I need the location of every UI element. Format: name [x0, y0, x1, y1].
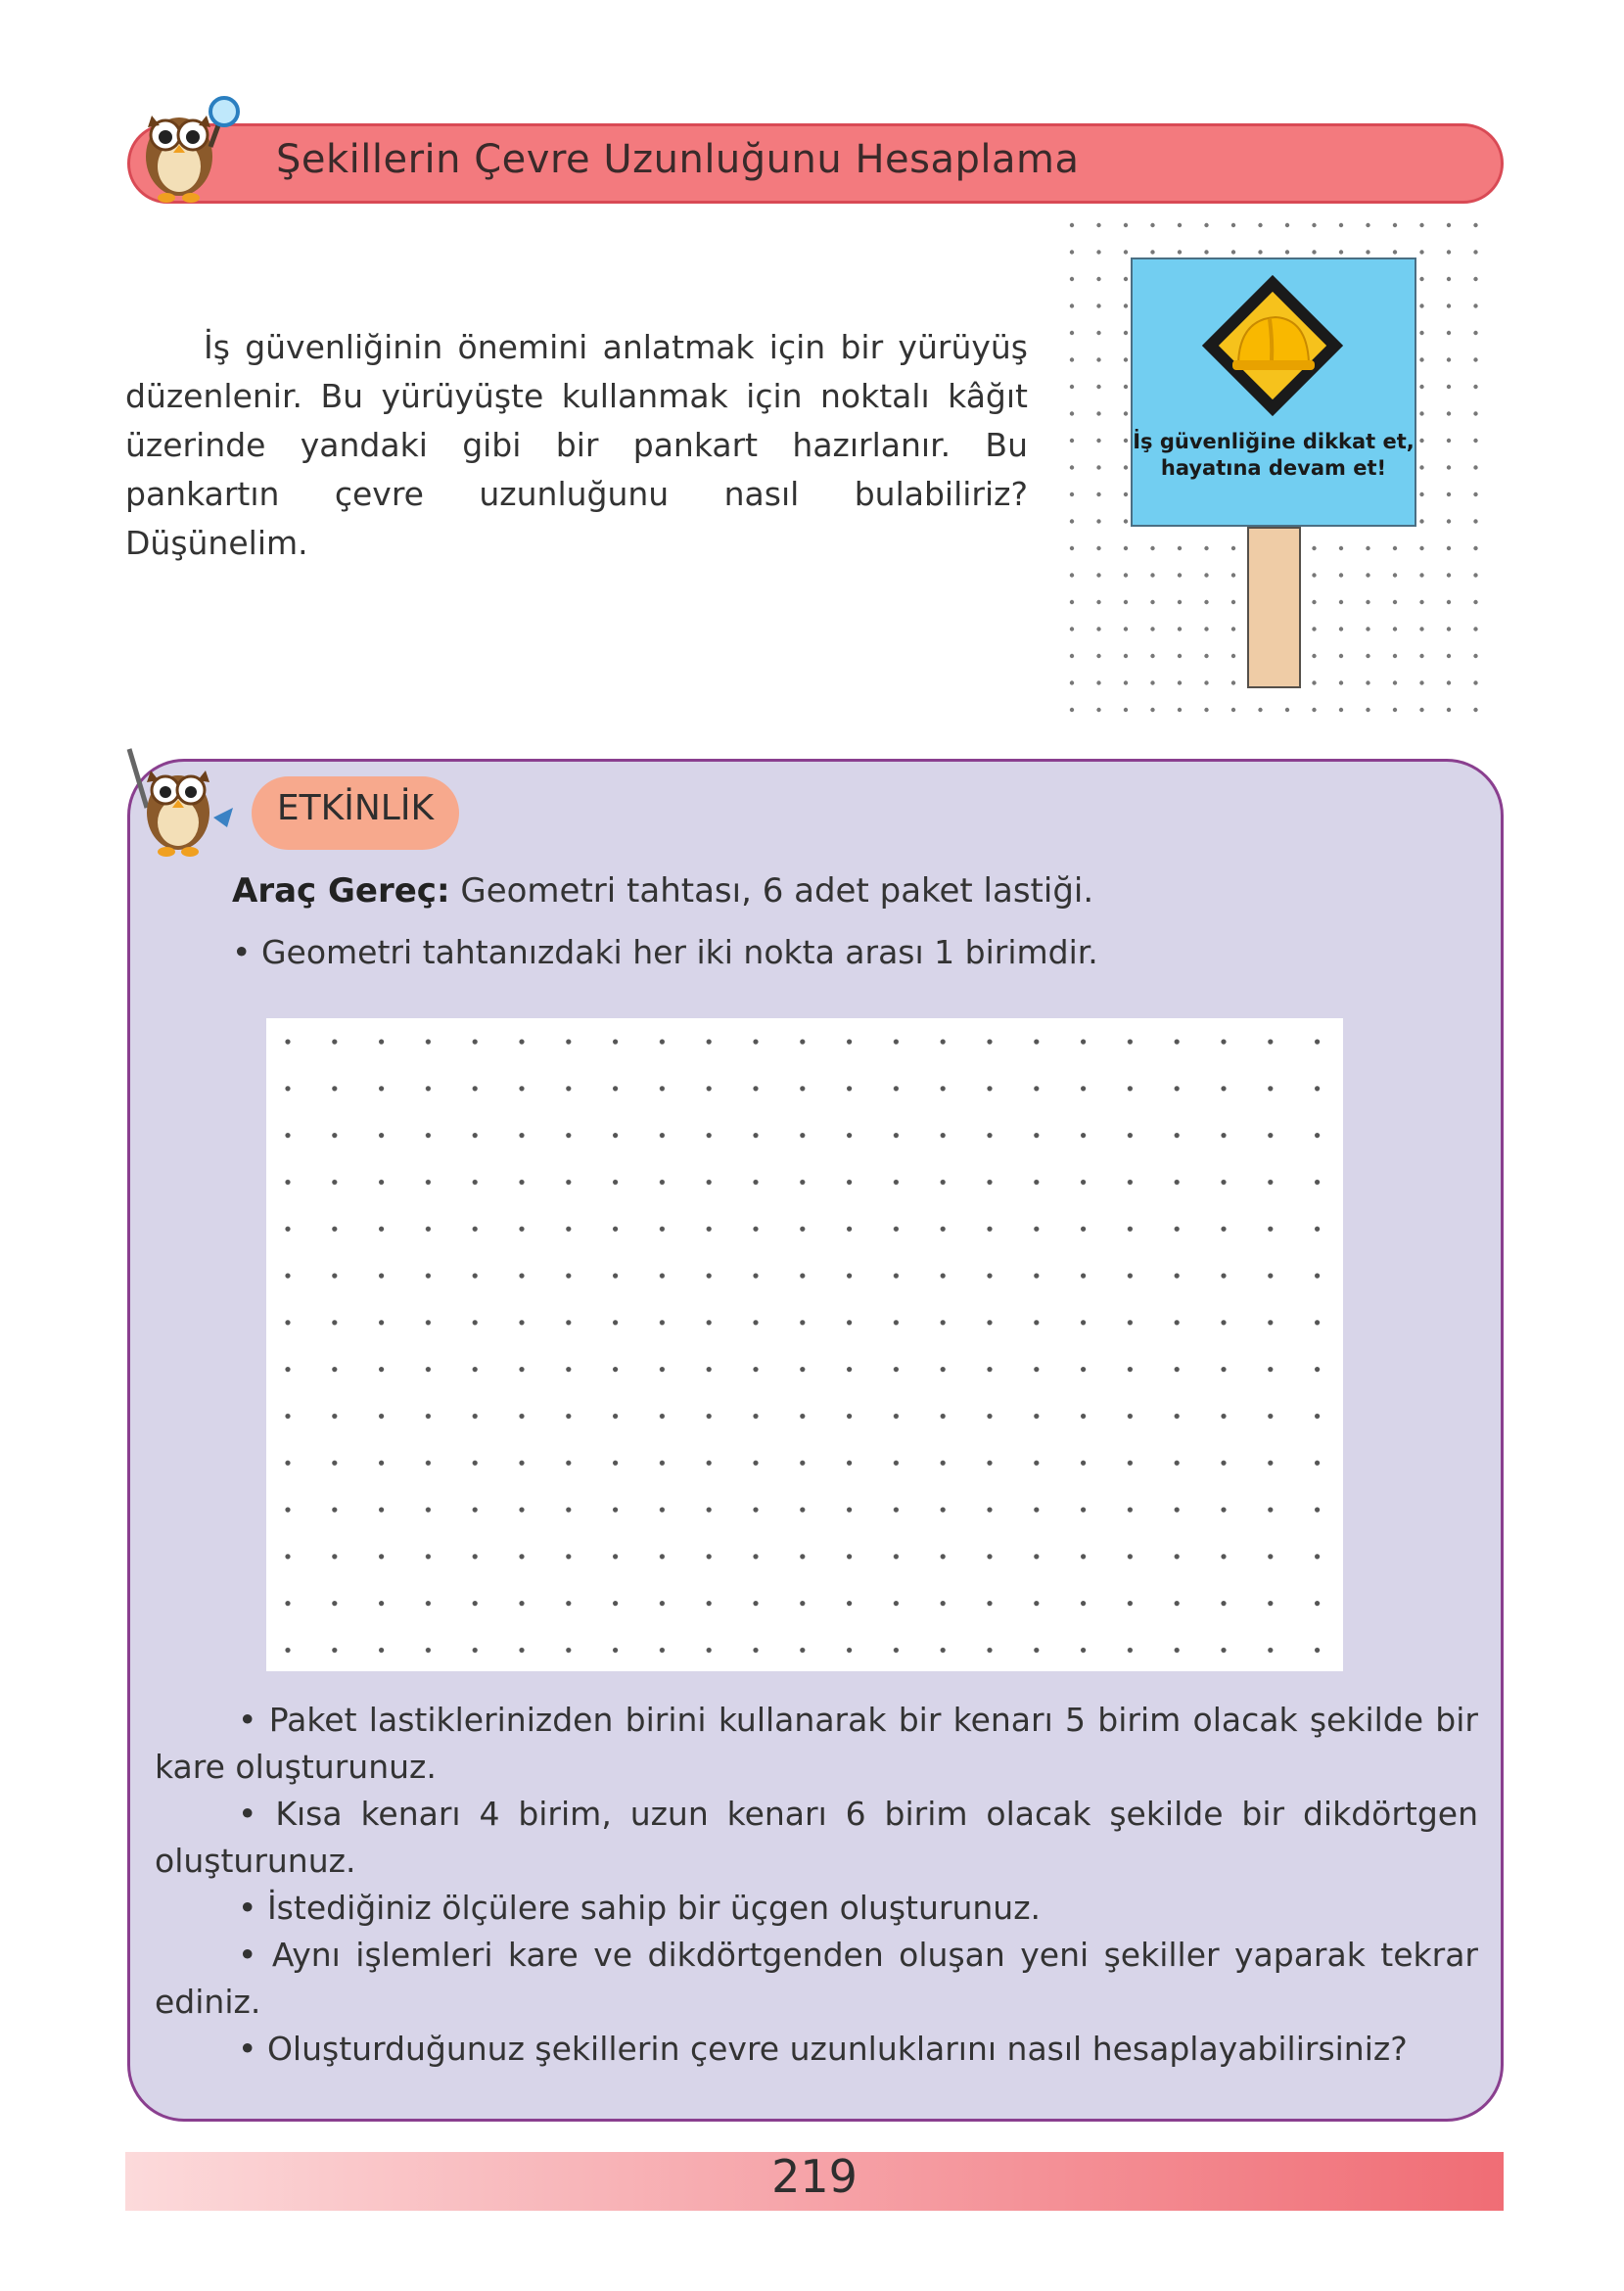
sign-slogan	[1131, 429, 1416, 482]
instruction-item: • Kısa kenarı 4 birim, uzun kenarı 6 birim olacak şekilde bir dikdörtgen oluşturunuz.	[155, 1795, 1478, 1880]
instruction-item: • İstediğiniz ölçülere sahip bir üçgen oluşturunuz.	[238, 1889, 1042, 1927]
intro-paragraph	[125, 323, 1028, 568]
intro-text: İş güvenliğinin önemini anlatmak için bir yürüyüş düzenlenir. Bu yürüyüşte kullanmak için noktalı kâğıt üzerinde yandaki gibi bir pankart hazırlanır. Bu pankartın çevre uzunluğunu nasıl bulabiliriz? Düşünelim.	[125, 328, 1028, 562]
owl-magnifier-icon	[122, 86, 245, 209]
instruction-item: • Oluşturduğunuz şekillerin çevre uzunluklarını nasıl hesaplayabilirsiniz?	[238, 2030, 1408, 2068]
page-number: 219	[771, 2150, 858, 2203]
instruction-list	[155, 1697, 1478, 2073]
materials-line	[232, 871, 1093, 911]
instruction-item: • Aynı işlemleri kare ve dikdörtgenden oluşan yeni şekiller yaparak tekrar ediniz.	[155, 1936, 1478, 2021]
materials-label: Araç Gereç:	[232, 871, 450, 911]
owl-teacher-icon	[117, 739, 240, 862]
sign-post	[1247, 527, 1301, 688]
sign-slogan-line2: hayatına devam et!	[1160, 456, 1387, 480]
instruction-item: • Paket lastiklerinizden birini kullanarak bir kenarı 5 birim olacak şekilde bir kare oluşturunuz.	[155, 1701, 1478, 1786]
materials-text: Geometri tahtası, 6 adet paket lastiği.	[449, 871, 1094, 911]
sign-slogan-line1: İş güvenliğine dikkat et,	[1133, 430, 1415, 453]
activity-badge-label: ETKİNLİK	[276, 788, 435, 828]
page-title: Şekillerin Çevre Uzunluğunu Hesaplama	[276, 137, 1080, 182]
geoboard-dot-grid	[266, 1018, 1343, 1671]
safety-helmet-icon	[1199, 272, 1346, 419]
geoboard-note: • Geometri tahtanızdaki her iki nokta arası 1 birimdir.	[232, 933, 1098, 971]
